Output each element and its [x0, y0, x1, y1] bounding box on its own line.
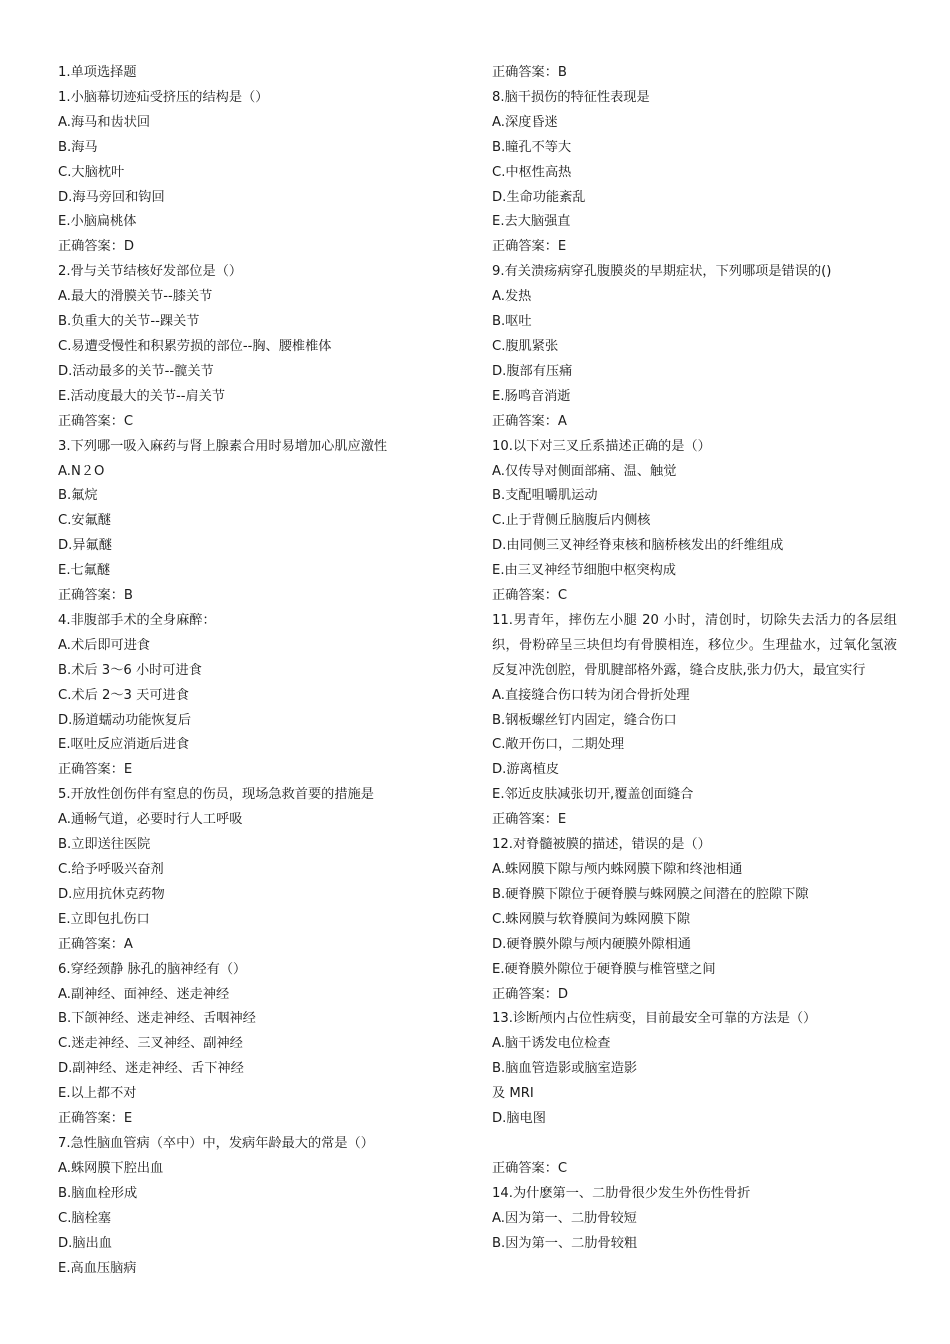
text-line: 正确答案：E: [58, 1111, 133, 1127]
text-line: C.中枢性高热: [492, 164, 572, 180]
text-line: D.异氟醚: [58, 538, 112, 554]
text-line: 正确答案：B: [58, 588, 133, 604]
text-line: 正确答案：C: [492, 588, 568, 604]
text-line: C.迷走神经、三叉神经、副神经: [58, 1036, 243, 1052]
text-line: 正确答案：A: [58, 936, 133, 952]
text-line: 正确答案：A: [492, 413, 567, 429]
text-line: C.脑栓塞: [58, 1210, 111, 1226]
text-line: D.副神经、迷走神经、舌下神经: [58, 1061, 244, 1077]
text-line: B.硬脊膜下隙位于硬脊膜与蛛网膜之间潜在的腔隙下隙: [492, 886, 809, 902]
blank-line: [492, 1132, 897, 1157]
text-line: A.深度昏迷: [492, 114, 558, 130]
text-line: E.高血压脑病: [58, 1260, 137, 1276]
text-line: A.通畅气道，必要时行人工呼吸: [58, 812, 243, 828]
text-line: E.小脑扁桃体: [58, 214, 137, 230]
text-line: D.游离植皮: [492, 762, 560, 778]
text-line: 正确答案：C: [492, 1160, 568, 1176]
text-line: C.易遭受慢性和积累劳损的部位--胸、腰椎椎体: [58, 338, 332, 354]
text-line: B.立即送往医院: [58, 837, 151, 853]
text-line: 10.以下对三叉丘系描述正确的是（）: [492, 438, 711, 454]
text-line: B.下颌神经、迷走神经、舌咽神经: [58, 1011, 256, 1027]
text-line: C.给予呼吸兴奋剂: [58, 862, 164, 877]
text-line: B.支配咀嚼肌运动: [492, 488, 598, 504]
text-line: 正确答案：D: [492, 986, 569, 1002]
text-line: D.硬脊膜外隙与颅内硬膜外隙相通: [492, 936, 691, 952]
right-column-lines-end: [492, 1157, 897, 1257]
text-line: E.肠鸣音消逝: [492, 388, 571, 404]
right-column: [492, 61, 897, 1256]
text-line: E.呕吐反应消逝后进食: [58, 737, 190, 753]
text-line: D.应用抗休克药物: [58, 886, 165, 902]
text-line: D.活动最多的关节--髋关节: [58, 363, 214, 379]
right-column-lines-after-q11: [492, 684, 897, 1132]
text-line: C.止于背侧丘脑腹后内侧核: [492, 513, 651, 529]
right-column-lines-before-q11: [492, 61, 897, 609]
text-line: 6.穿经颈静 脉孔的脑神经有（）: [58, 961, 247, 977]
text-line: B.呕吐: [492, 314, 532, 330]
text-line: A.直接缝合伤口转为闭合骨折处理: [492, 687, 690, 703]
text-line: 14.为什麽第一、二肋骨很少发生外伤性骨折: [492, 1185, 751, 1201]
text-line: D.脑电图: [492, 1111, 546, 1127]
text-line: 4.非腹部手术的全身麻醉：: [58, 612, 216, 628]
text-line: C.安氟醚: [58, 513, 111, 529]
text-line: E.活动度最大的关节--肩关节: [58, 388, 226, 404]
text-line: A.因为第一、二肋骨较短: [492, 1210, 637, 1226]
text-line: 7.急性脑血管病（卒中）中，发病年龄最大的常是（）: [58, 1135, 374, 1151]
text-line: B.脑血栓形成: [58, 1185, 138, 1201]
text-line: A.N２O: [58, 463, 105, 479]
text-line: 及 MRI: [492, 1086, 534, 1102]
text-line: E.硬脊膜外隙位于硬脊膜与椎管壁之间: [492, 961, 716, 977]
text-line: B.术后 3～6 小时可进食: [58, 662, 202, 678]
text-line: D.脑出血: [58, 1235, 112, 1251]
text-line: B.海马: [58, 139, 98, 155]
text-line: 正确答案：E: [492, 239, 567, 255]
text-line: 2.骨与关节结核好发部位是（）: [58, 264, 243, 280]
text-line: E.去大脑强直: [492, 214, 571, 230]
text-line: 5.开放性创伤伴有窒息的伤员，现场急救首要的措施是: [58, 787, 374, 803]
text-line: D.肠道蠕动功能恢复后: [58, 712, 192, 728]
text-line: A.仅传导对侧面部痛、温、触觉: [492, 463, 677, 479]
text-line: A.发热: [492, 289, 532, 305]
text-line: D.生命功能紊乱: [492, 189, 586, 205]
text-line: 13.诊断颅内占位性病变，目前最安全可靠的方法是（）: [492, 1011, 817, 1027]
text-line: 1.小脑幕切迹疝受挤压的结构是（）: [58, 89, 269, 105]
text-line: A.副神经、面神经、迷走神经: [58, 986, 230, 1002]
text-line: 3.下列哪一吸入麻药与肾上腺素合用时易增加心肌应激性: [58, 438, 388, 454]
text-line: D.腹部有压痛: [492, 363, 573, 379]
text-line: 正确答案：B: [492, 65, 567, 80]
text-line: B.钢板螺丝钉内固定，缝合伤口: [492, 712, 677, 728]
text-line: C.蛛网膜与软脊膜间为蛛网膜下隙: [492, 911, 691, 927]
text-line: E.邻近皮肤减张切开,覆盖创面缝合: [492, 787, 694, 803]
text-line: E.由三叉神经节细胞中枢突构成: [492, 563, 676, 579]
text-line: A.脑干诱发电位检查: [492, 1036, 611, 1052]
text-line: 正确答案：C: [58, 413, 134, 429]
text-line: D.由同侧三叉神经脊束核和脑桥核发出的纤维组成: [492, 538, 784, 554]
text-line: A.海马和齿状回: [58, 114, 151, 130]
text-line: A.蛛网膜下腔出血: [58, 1160, 164, 1176]
text-line: A.最大的滑膜关节--膝关节: [58, 289, 213, 305]
text-line: C.敞开伤口，二期处理: [492, 737, 625, 753]
text-line: 1.单项选择题: [58, 65, 137, 80]
text-line: 正确答案：E: [58, 762, 133, 778]
text-line: 8.脑干损伤的特征性表现是: [492, 89, 650, 105]
text-line: E.立即包扎伤口: [58, 911, 150, 927]
text-line: C.大脑枕叶: [58, 164, 125, 180]
text-line: C.术后 2～3 天可进食: [58, 687, 189, 703]
text-line: 9.有关溃疡病穿孔腹膜炎的早期症状，下列哪项是错误的(): [492, 264, 832, 280]
text-line: A.蛛网膜下隙与颅内蛛网膜下隙和终池相通: [492, 862, 743, 877]
text-line: 12.对脊髓被膜的描述，错误的是（）: [492, 837, 711, 853]
text-line: D.海马旁回和钩回: [58, 189, 165, 205]
text-line: B.负重大的关节--踝关节: [58, 314, 200, 330]
question-11-stem: 11.男青年，摔伤左小腿 20 小时，清创时，切除失去活力的各层组织，骨粉碎呈三块但均有骨膜相连，移位少。生理盐水，过氧化氢液反复冲洗创腔，骨肌腱部格外露，缝合皮肤,张力仍大，最宜实行: [492, 612, 897, 678]
text-line: E.七氟醚: [58, 563, 111, 579]
text-line: E.以上都不对: [58, 1086, 137, 1102]
text-line: A.术后即可进食: [58, 637, 151, 653]
text-line: B.氟烷: [58, 488, 98, 504]
text-line: 正确答案：E: [492, 812, 567, 828]
text-line: 正确答案：D: [58, 239, 135, 255]
text-line: B.脑血管造影或脑室造影: [492, 1061, 638, 1077]
text-line: C.腹肌紧张: [492, 338, 559, 354]
text-line: B.瞳孔不等大: [492, 139, 572, 155]
text-line: B.因为第一、二肋骨较粗: [492, 1235, 638, 1251]
left-column: [58, 61, 453, 1281]
